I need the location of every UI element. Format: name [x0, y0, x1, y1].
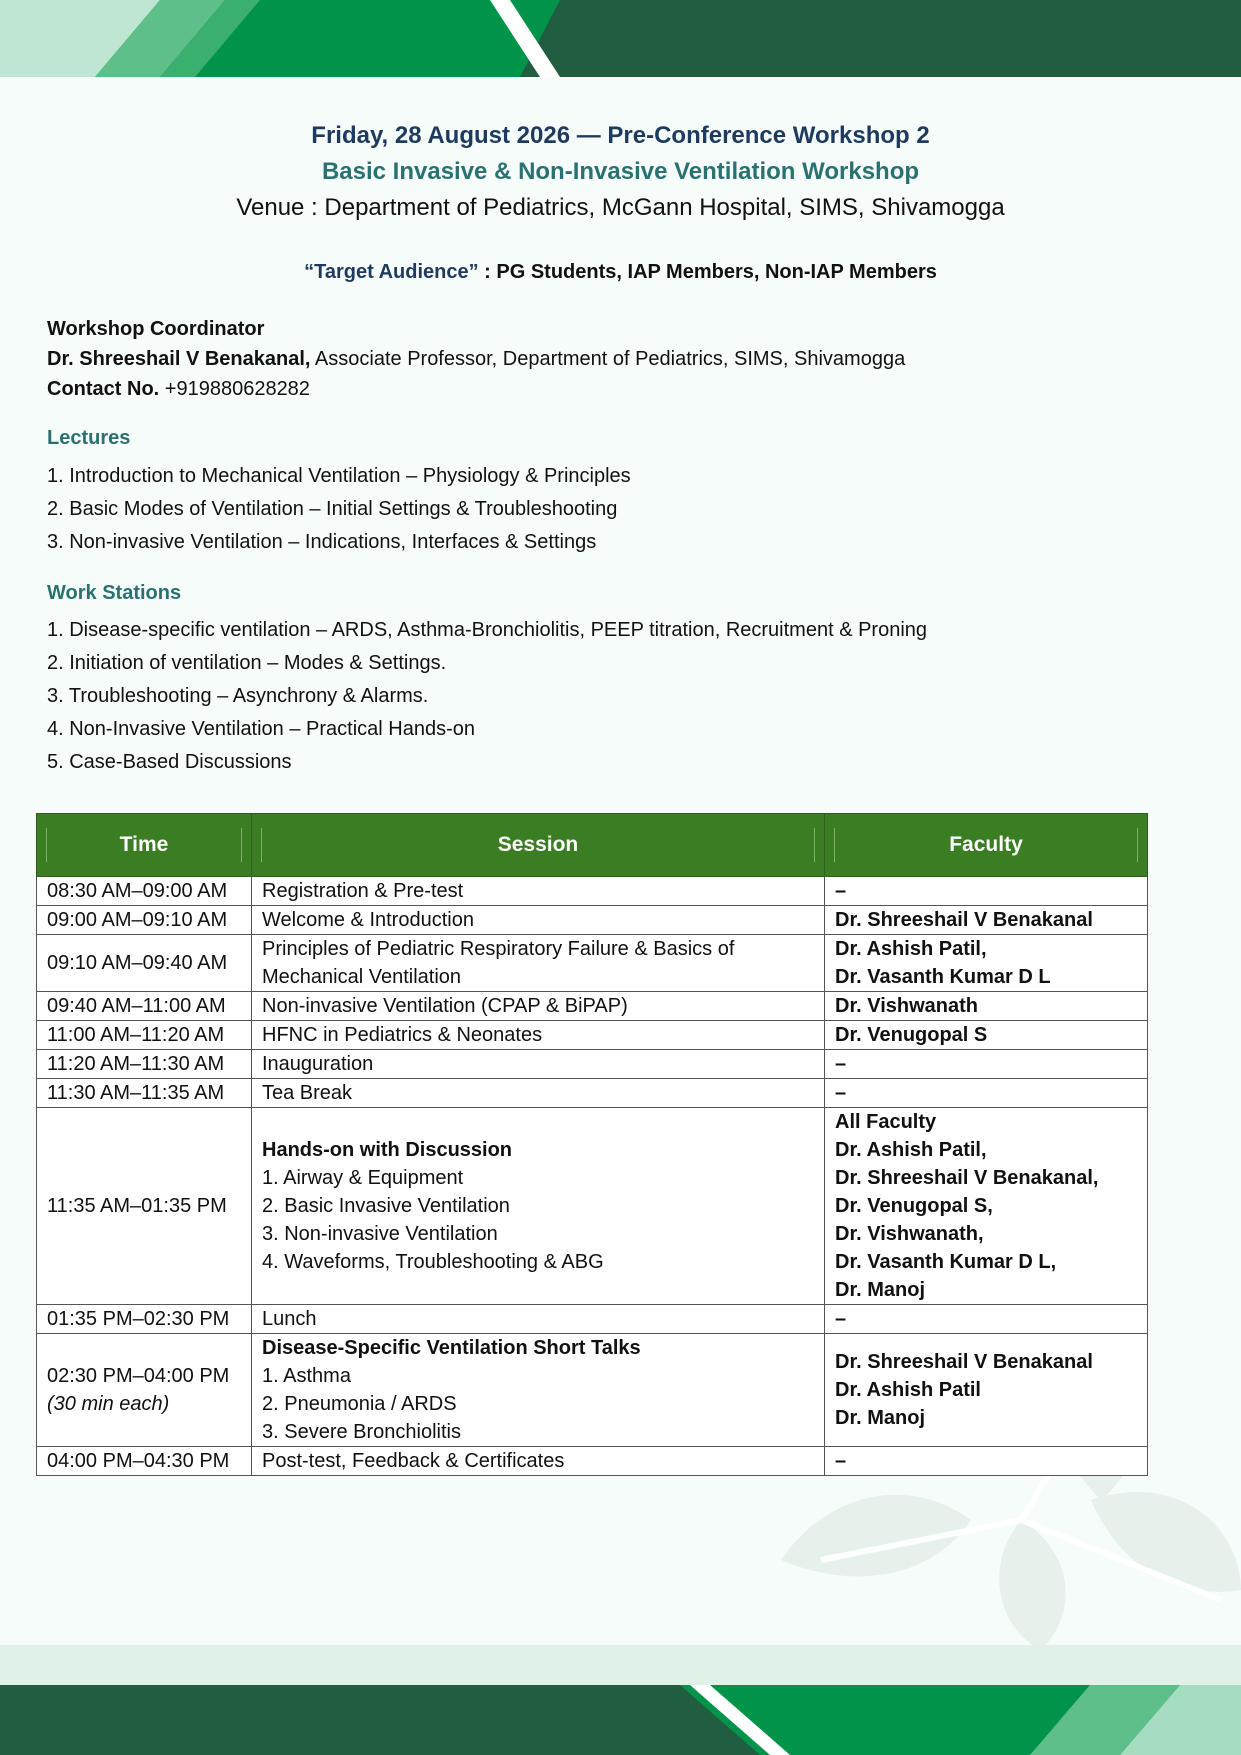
session-title: Hands-on with Discussion — [262, 1139, 513, 1161]
faculty-name: – — [835, 1308, 847, 1330]
session-line: 3. Severe Bronchiolitis — [262, 1421, 461, 1443]
faculty-name: Dr. Manoj — [835, 1279, 926, 1301]
faculty-cell — [825, 1050, 1148, 1079]
bottom-decorative-band — [0, 1645, 1241, 1755]
table-row — [37, 1334, 1148, 1447]
session-line: 4. Waveforms, Troubleshooting & ABG — [262, 1251, 604, 1273]
faculty-name: Dr. Vasanth Kumar D L, — [835, 1251, 1057, 1273]
time-range: 09:00 AM–09:10 AM — [47, 909, 228, 931]
header-session: Session — [252, 814, 825, 877]
time-cell — [37, 992, 252, 1021]
faculty-name: Dr. Shreeshail V Benakanal, — [835, 1167, 1099, 1189]
faculty-cell — [825, 992, 1148, 1021]
session-line: Inauguration — [262, 1053, 374, 1075]
faculty-name: – — [835, 880, 847, 902]
session-cell — [252, 906, 825, 935]
workshop-coordinator — [47, 314, 905, 404]
faculty-name: – — [835, 1450, 847, 1472]
faculty-name: Dr. Ashish Patil, — [835, 1139, 987, 1161]
table-row — [37, 1050, 1148, 1079]
session-cell — [252, 1050, 825, 1079]
workstations-heading: Work Stations — [47, 582, 182, 604]
schedule-table — [36, 813, 1148, 1476]
session-line: Registration & Pre-test — [262, 880, 464, 902]
contact-label: Contact No. — [47, 378, 160, 400]
faculty-name: Dr. Venugopal S, — [835, 1195, 993, 1217]
session-line: 3. Non-invasive Ventilation — [262, 1223, 498, 1245]
workshop-name: Basic Invasive & Non-Invasive Ventilation Workshop — [321, 158, 920, 185]
faculty-cell — [825, 1334, 1148, 1447]
time-range: 09:10 AM–09:40 AM — [47, 952, 228, 974]
lecture-item: 3. Non-invasive Ventilation – Indications, Interfaces & Settings — [47, 531, 597, 553]
faculty-name: Dr. Shreeshail V Benakanal — [835, 909, 1093, 931]
table-row — [37, 1108, 1148, 1305]
time-cell — [37, 1050, 252, 1079]
session-line: Lunch — [262, 1308, 317, 1330]
faculty-cell — [825, 1079, 1148, 1108]
time-cell — [37, 906, 252, 935]
time-cell — [37, 877, 252, 906]
page-header — [0, 118, 1241, 226]
header-faculty: Faculty — [825, 814, 1148, 877]
faculty-name: Dr. Ashish Patil — [835, 1379, 981, 1401]
session-cell — [252, 877, 825, 906]
time-range: 09:40 AM–11:00 AM — [47, 995, 226, 1017]
time-cell — [37, 1021, 252, 1050]
session-cell — [252, 992, 825, 1021]
session-cell — [252, 1447, 825, 1476]
faculty-name: All Faculty — [835, 1111, 937, 1133]
table-header-row — [37, 814, 1148, 877]
target-audience-label: “Target Audience” — [304, 261, 479, 283]
session-line: 1. Airway & Equipment — [262, 1167, 464, 1189]
coordinator-name: Dr. Shreeshail V Benakanal, — [47, 348, 311, 370]
coordinator-designation: Associate Professor, Department of Pediatrics, SIMS, Shivamogga — [310, 348, 906, 370]
session-cell — [252, 1334, 825, 1447]
session-line: Tea Break — [262, 1082, 353, 1104]
time-range: 01:35 PM–02:30 PM — [47, 1308, 230, 1330]
coordinator-heading: Workshop Coordinator — [47, 318, 265, 340]
faculty-cell — [825, 877, 1148, 906]
time-range: 02:30 PM–04:00 PM — [47, 1365, 230, 1387]
workstation-item: 1. Disease-specific ventilation – ARDS, Asthma-Bronchiolitis, PEEP titration, Recruitment & Proning — [47, 619, 928, 641]
session-line: Principles of Pediatric Respiratory Failure & Basics of Mechanical Ventilation — [262, 938, 735, 988]
faculty-name: Dr. Manoj — [835, 1407, 926, 1429]
lectures-list — [47, 460, 631, 559]
time-cell — [37, 935, 252, 992]
table-row — [37, 992, 1148, 1021]
session-line: Non-invasive Ventilation (CPAP & BiPAP) — [262, 995, 628, 1017]
session-cell — [252, 935, 825, 992]
lectures-heading: Lectures — [47, 427, 131, 449]
session-line: HFNC in Pediatrics & Neonates — [262, 1024, 543, 1046]
table-row — [37, 1021, 1148, 1050]
time-cell — [37, 1334, 252, 1447]
faculty-cell — [825, 1108, 1148, 1305]
table-row — [37, 935, 1148, 992]
time-range: 11:00 AM–11:20 AM — [47, 1024, 225, 1046]
workshop-date-title: Friday, 28 August 2026 — Pre-Conference Workshop 2 — [311, 122, 930, 149]
workstation-item: 2. Initiation of ventilation – Modes & Settings. — [47, 652, 447, 674]
faculty-cell — [825, 935, 1148, 992]
table-row — [37, 1079, 1148, 1108]
faculty-name: – — [835, 1082, 847, 1104]
time-range: 11:35 AM–01:35 PM — [47, 1195, 227, 1217]
session-line: 1. Asthma — [262, 1365, 351, 1387]
target-audience — [0, 258, 1241, 286]
workstation-item: 5. Case-Based Discussions — [47, 751, 292, 773]
faculty-cell — [825, 906, 1148, 935]
session-cell — [252, 1079, 825, 1108]
lecture-item: 1. Introduction to Mechanical Ventilation – Physiology & Principles — [47, 465, 631, 487]
venue: Venue : Department of Pediatrics, McGann Hospital, SIMS, Shivamogga — [236, 194, 1005, 221]
time-range: 11:20 AM–11:30 AM — [47, 1053, 225, 1075]
table-row — [37, 1447, 1148, 1476]
lecture-item: 2. Basic Modes of Ventilation – Initial Settings & Troubleshooting — [47, 498, 618, 520]
target-audience-value: : PG Students, IAP Members, Non-IAP Members — [478, 261, 937, 283]
faculty-cell — [825, 1305, 1148, 1334]
faculty-name: – — [835, 1053, 847, 1075]
faculty-name: Dr. Vishwanath, — [835, 1223, 984, 1245]
session-cell — [252, 1108, 825, 1305]
session-line: 2. Basic Invasive Ventilation — [262, 1195, 510, 1217]
workstation-item: 4. Non-Invasive Ventilation – Practical Hands-on — [47, 718, 476, 740]
session-line: Post-test, Feedback & Certificates — [262, 1450, 565, 1472]
time-range: 04:00 PM–04:30 PM — [47, 1450, 230, 1472]
header-time: Time — [37, 814, 252, 877]
coordinator-contact — [47, 374, 905, 404]
faculty-name: Dr. Venugopal S — [835, 1024, 988, 1046]
session-title: Disease-Specific Ventilation Short Talks — [262, 1337, 641, 1359]
session-cell — [252, 1305, 825, 1334]
faculty-name: Dr. Vasanth Kumar D L — [835, 966, 1051, 988]
workstation-item: 3. Troubleshooting – Asynchrony & Alarms. — [47, 685, 429, 707]
time-cell — [37, 1447, 252, 1476]
time-range: 11:30 AM–11:35 AM — [47, 1082, 225, 1104]
faculty-name: Dr. Shreeshail V Benakanal — [835, 1351, 1093, 1373]
table-row — [37, 906, 1148, 935]
faculty-name: Dr. Ashish Patil, — [835, 938, 987, 960]
faculty-cell — [825, 1021, 1148, 1050]
table-row — [37, 877, 1148, 906]
session-line: Welcome & Introduction — [262, 909, 474, 931]
session-line: 2. Pneumonia / ARDS — [262, 1393, 457, 1415]
time-cell — [37, 1305, 252, 1334]
time-cell — [37, 1108, 252, 1305]
top-decorative-band — [0, 0, 1241, 77]
time-range: 08:30 AM–09:00 AM — [47, 880, 228, 902]
schedule-body — [37, 877, 1148, 1476]
table-row — [37, 1305, 1148, 1334]
time-cell — [37, 1079, 252, 1108]
faculty-cell — [825, 1447, 1148, 1476]
workstations-list — [47, 614, 927, 779]
contact-number: +919880628282 — [159, 378, 310, 400]
session-cell — [252, 1021, 825, 1050]
coordinator-line — [47, 344, 905, 374]
time-note: (30 min each) — [47, 1393, 170, 1415]
faculty-name: Dr. Vishwanath — [835, 995, 979, 1017]
